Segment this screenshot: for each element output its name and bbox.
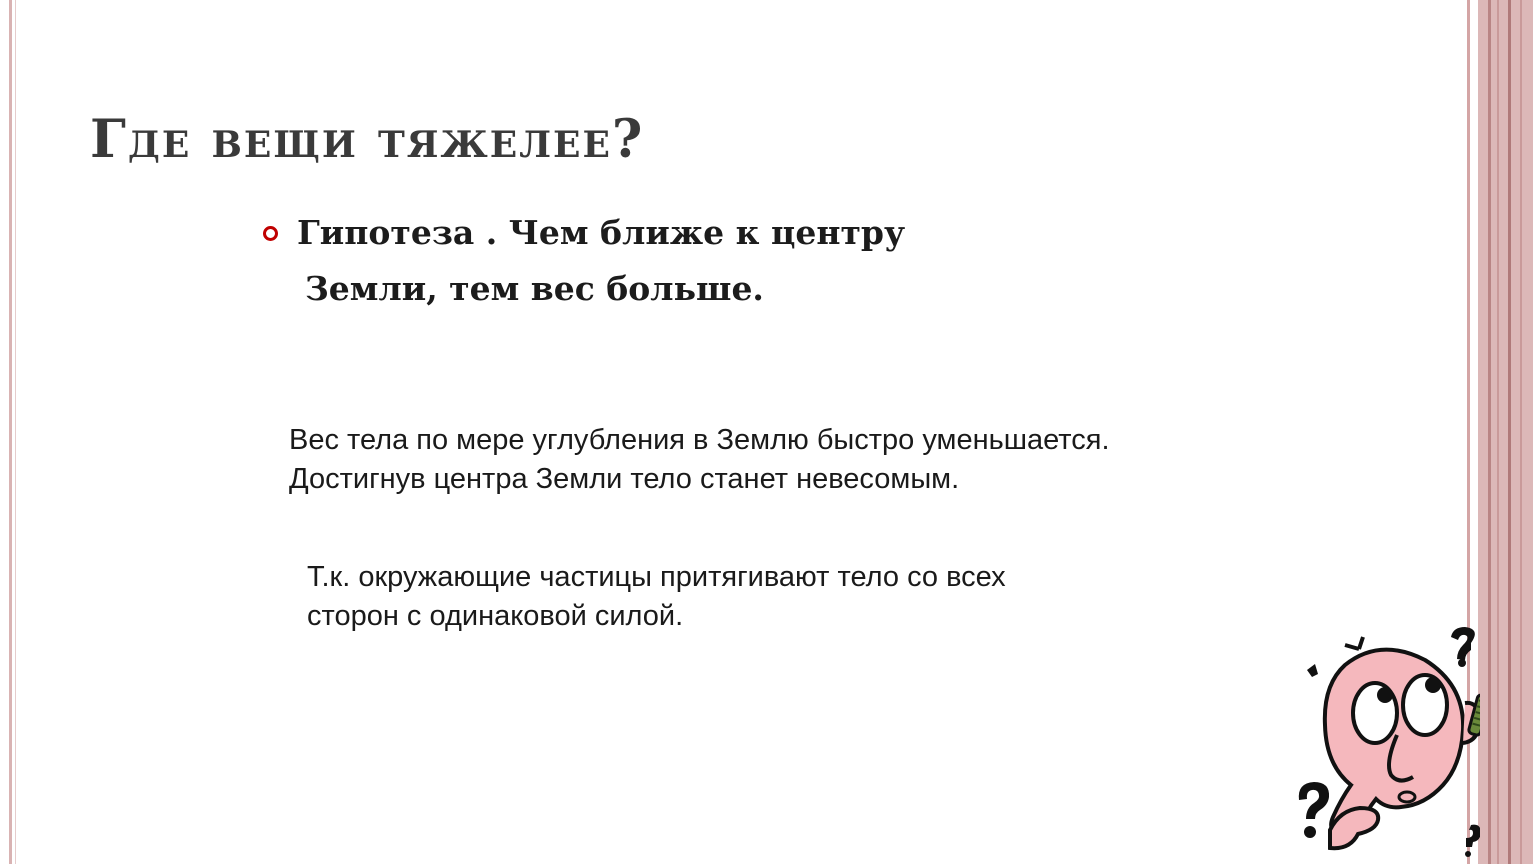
paragraph-2-line-2: сторон с одинаковой силой. [307,600,684,632]
puzzled-cartoon-head-icon [1275,625,1480,864]
question-mark-icon [1307,664,1318,677]
question-mark-icon [1299,782,1329,838]
paragraph-2-line-1: Т.к. окружающие частицы притягивают тело со всех [307,561,1006,593]
left-border-line-inner [15,0,16,864]
question-mark-icon [1451,627,1475,667]
right-border-stripe [1497,0,1499,864]
right-border-band [1478,0,1533,864]
right-border-stripe [1520,0,1522,864]
question-mark-icon [1465,825,1480,857]
left-border-line [9,0,12,864]
right-border-stripe [1488,0,1491,864]
paragraph-1-line-1: Вес тела по мере углубления в Землю быстро уменьшается. [289,424,1110,456]
sparkle-mark [1345,637,1363,649]
bullet-circle-icon [263,226,278,241]
hypothesis-line-1: Гипотеза . Чем ближе к центру [297,213,906,252]
right-pupil [1425,677,1441,693]
hypothesis-line-2: Земли, тем вес больше. [305,269,764,308]
left-pupil [1377,687,1393,703]
right-border-stripe [1508,0,1511,864]
slide-title: Где вещи тяжелее? [90,109,645,170]
paragraph-1-line-2: Достигнув центра Земли тело станет невесомым. [289,463,960,495]
